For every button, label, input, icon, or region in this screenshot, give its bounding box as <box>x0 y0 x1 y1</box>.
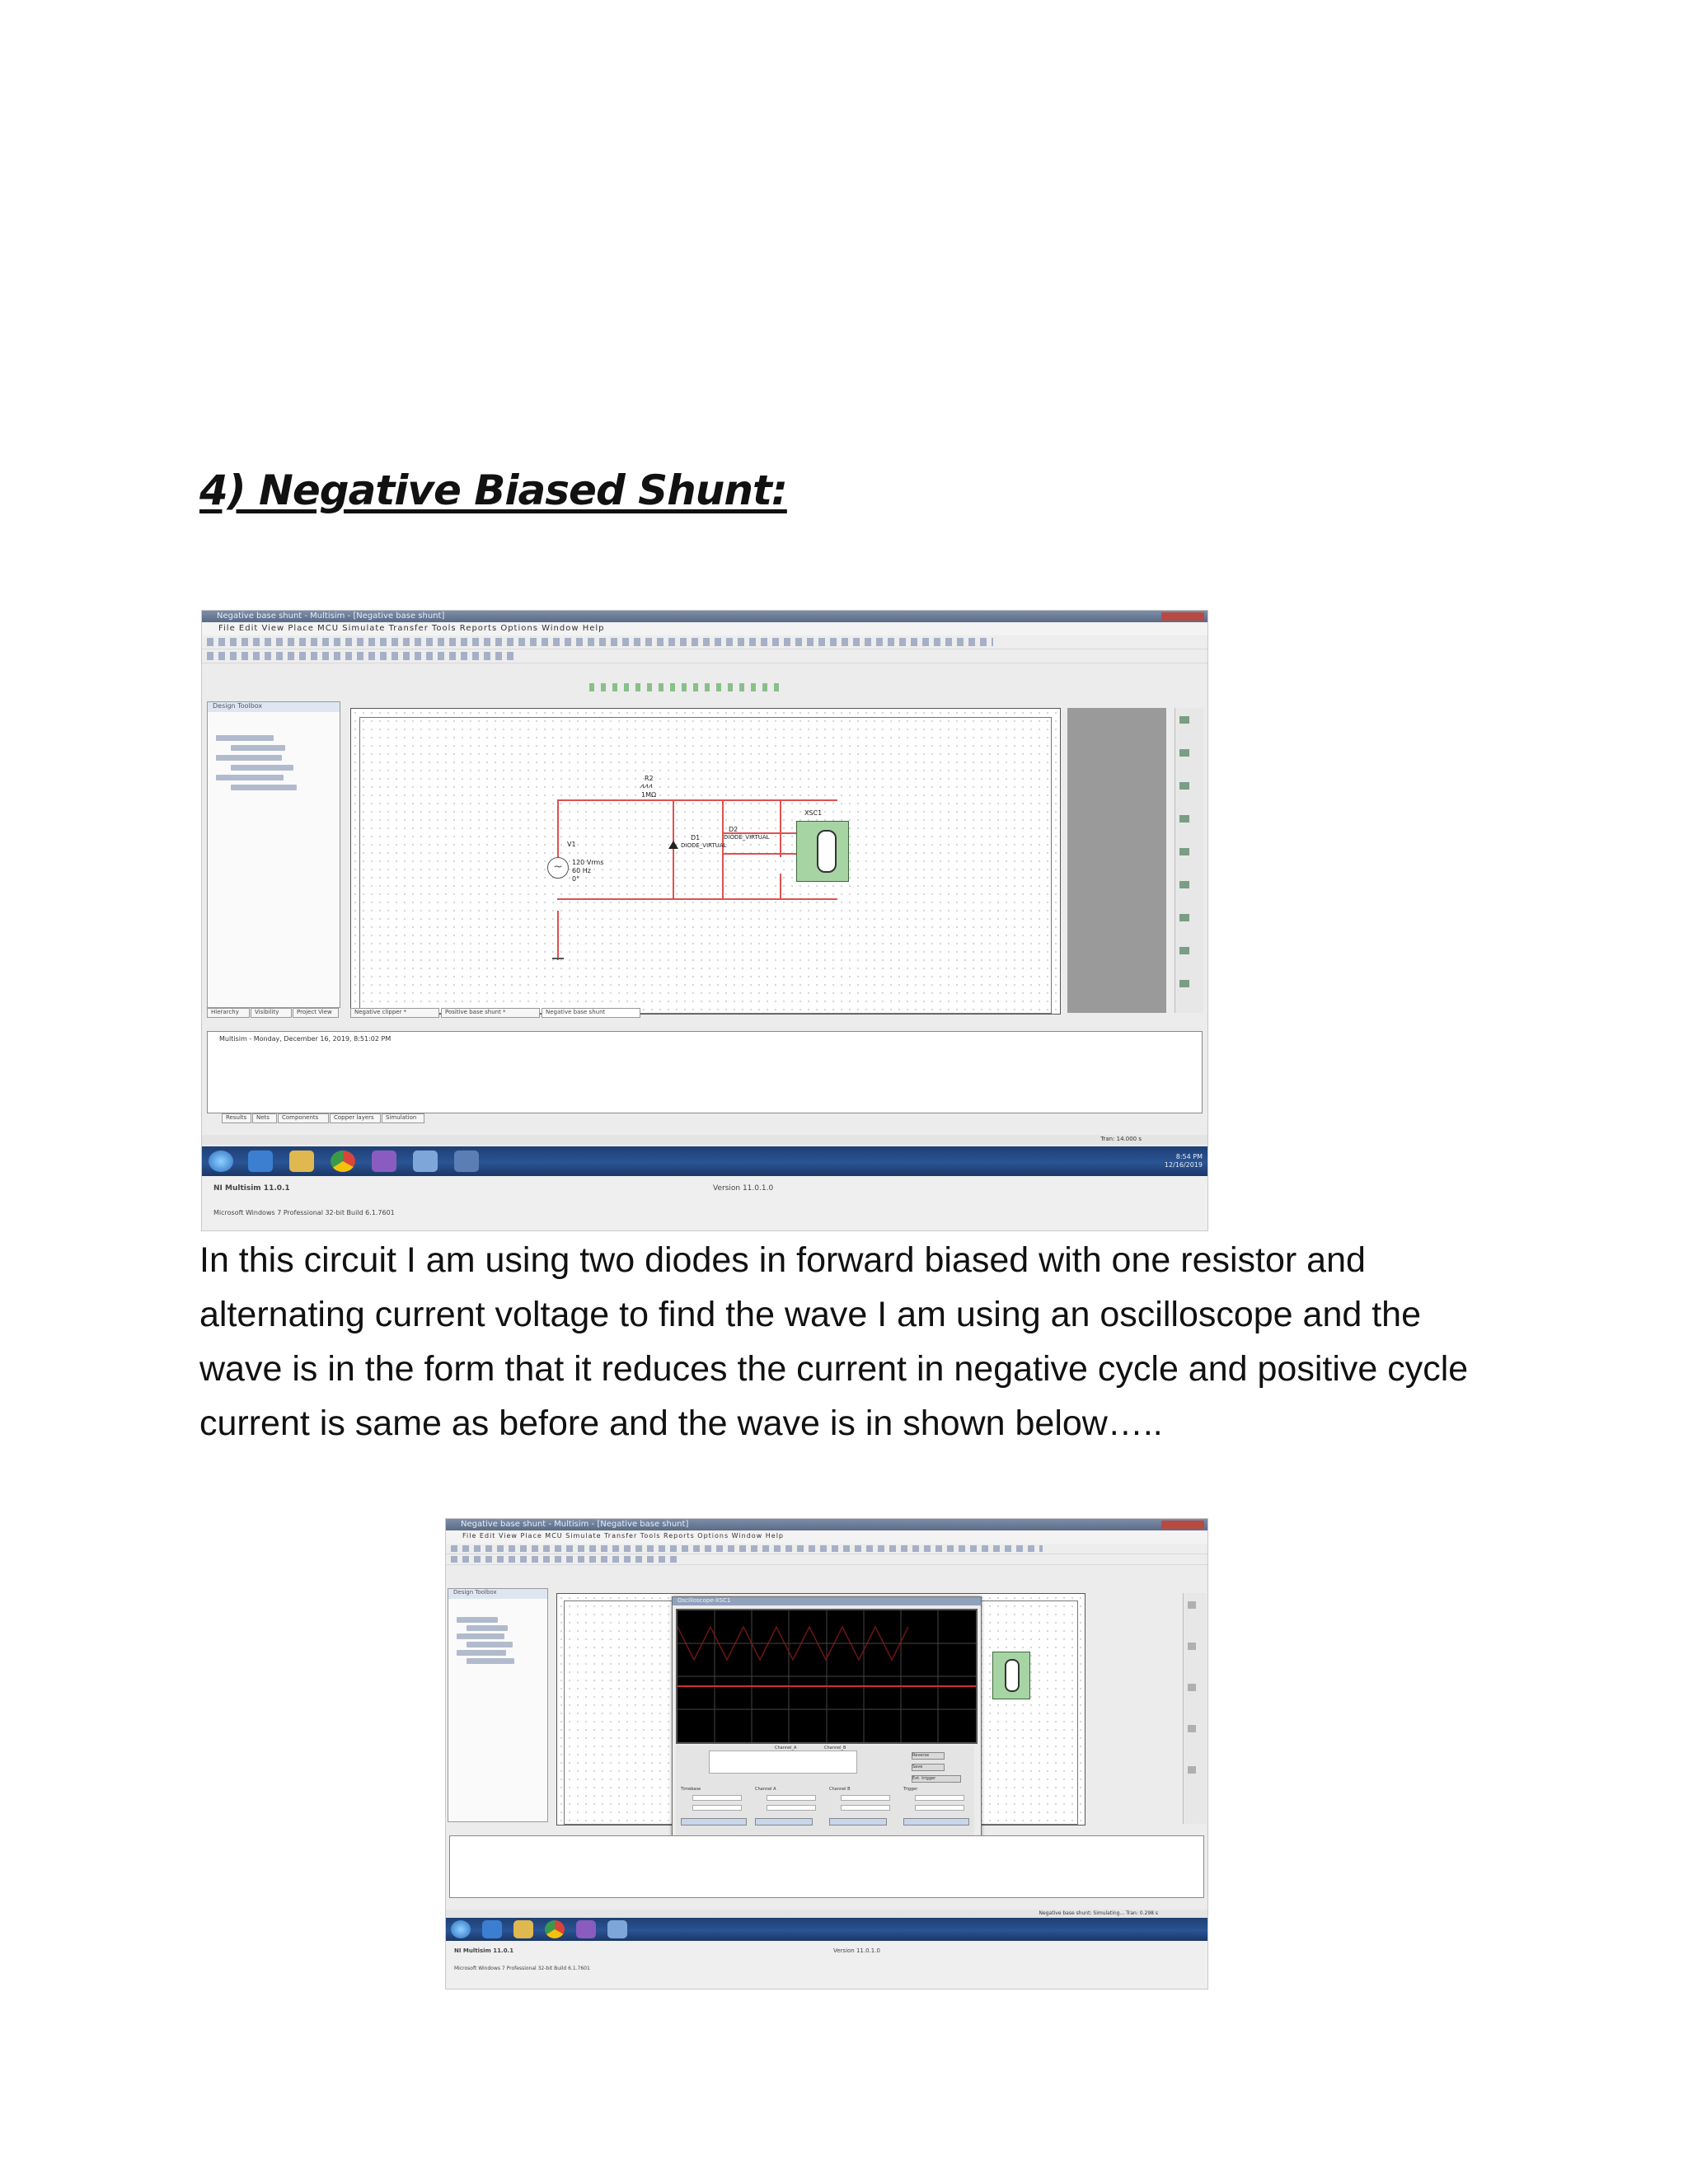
os-info: Microsoft Windows 7 Professional 32-bit Build 6.1.7601 <box>454 1966 590 1971</box>
channel-a-scale-field[interactable] <box>767 1795 816 1801</box>
oscilloscope-icon[interactable] <box>992 1652 1030 1699</box>
window-titlebar <box>446 1519 1207 1530</box>
instrument-icon[interactable] <box>1179 980 1189 987</box>
instrument-icon[interactable] <box>1179 848 1189 855</box>
channel-a-position-field[interactable] <box>767 1805 816 1811</box>
window-title: Negative base shunt - Multisim - [Negative base shunt] <box>461 1520 689 1529</box>
folder-icon[interactable] <box>289 1151 314 1172</box>
paragraph-line: wave is in the form that it reduces the current in negative cycle and positive cycle <box>199 1349 1469 1389</box>
log-message: Multisim - Monday, December 16, 2019, 8:51:02 PM <box>219 1035 392 1043</box>
about-footer <box>446 1941 1207 1989</box>
os-info: Microsoft Windows 7 Professional 32-bit Build 6.1.7601 <box>213 1209 395 1216</box>
instrument-icon[interactable] <box>1188 1601 1196 1609</box>
wire <box>673 799 674 898</box>
tree-item[interactable] <box>231 765 293 771</box>
window-controls[interactable] <box>1161 1521 1204 1529</box>
wire <box>557 911 559 960</box>
results-tabs[interactable] <box>222 1113 469 1124</box>
design-toolbox-header: Design Toolbox <box>448 1589 547 1599</box>
diode1-ref: D1 <box>691 834 701 841</box>
ac-source-icon[interactable]: ~ <box>547 857 569 879</box>
channel-b-settings-label: Channel B <box>829 1787 851 1792</box>
instrument-icon[interactable] <box>1179 947 1189 954</box>
instrument-icon[interactable] <box>1179 749 1189 757</box>
menu-bar[interactable] <box>202 622 1207 635</box>
instrument-icon[interactable] <box>1179 716 1189 724</box>
tree-item[interactable] <box>467 1625 508 1631</box>
resistor-symbol: ⩘⩘⩘ <box>640 782 653 790</box>
design-toolbox[interactable] <box>207 701 340 1008</box>
wire <box>557 898 837 900</box>
channel-b-position-field[interactable] <box>841 1805 890 1811</box>
channel-b-coupling-buttons[interactable] <box>829 1818 887 1825</box>
tray-date: 12/16/2019 <box>1164 1161 1203 1169</box>
window-title: Negative base shunt - Multisim - [Negative base shunt] <box>217 612 445 621</box>
app-taskbar-icon[interactable] <box>454 1151 479 1172</box>
resistor-value: 1MΩ <box>641 791 657 799</box>
trigger-label: Trigger <box>903 1787 918 1792</box>
instruments-toolbar[interactable] <box>1175 708 1203 1013</box>
media-player-icon[interactable] <box>482 1920 502 1938</box>
main-toolbar[interactable] <box>446 1544 1207 1554</box>
window-titlebar <box>202 611 1207 622</box>
chrome-icon[interactable] <box>545 1920 565 1938</box>
tab-visibility[interactable]: Visibility <box>251 1008 292 1018</box>
timebase-position-field[interactable] <box>692 1805 742 1811</box>
media-player-icon[interactable] <box>248 1151 273 1172</box>
tab-results[interactable]: Results <box>222 1113 251 1123</box>
status-bar <box>202 1135 1207 1145</box>
schematic-canvas[interactable] <box>350 708 1061 1015</box>
paragraph-line: alternating current voltage to find the wave I am using an oscilloscope and the <box>199 1295 1422 1334</box>
cursor-readout <box>709 1750 857 1774</box>
workspace-gray-area <box>1067 708 1166 1013</box>
status-text: Tran: 14.000 s <box>1100 1136 1142 1142</box>
chrome-icon[interactable] <box>331 1151 355 1172</box>
tree-item[interactable] <box>231 745 285 751</box>
trigger-mode-buttons[interactable] <box>903 1818 969 1825</box>
window-controls[interactable] <box>1161 612 1204 621</box>
folder-icon[interactable] <box>513 1920 533 1938</box>
channel-b-scale-field[interactable] <box>841 1795 890 1801</box>
tree-item[interactable] <box>216 755 282 761</box>
sidebar-tabs[interactable] <box>207 1008 339 1019</box>
system-tray-clock[interactable] <box>1165 1153 1203 1169</box>
tree-item[interactable] <box>457 1650 506 1656</box>
tab-project-view[interactable]: Project View <box>293 1008 339 1018</box>
tree-item[interactable] <box>216 735 274 741</box>
timebase-mode-buttons[interactable] <box>681 1818 747 1825</box>
tab-positive-base-shunt[interactable]: Positive base shunt * <box>441 1008 540 1018</box>
oscilloscope-controls[interactable] <box>676 1746 974 1838</box>
product-version: Version 11.0.1.0 <box>833 1947 880 1954</box>
tree-item[interactable] <box>231 785 297 790</box>
diode1-model: DIODE_VIRTUAL <box>681 842 727 849</box>
menu-bar[interactable] <box>446 1530 1207 1544</box>
source-voltage: 120 Vrms <box>572 859 604 866</box>
design-toolbox[interactable] <box>448 1588 548 1822</box>
tab-negative-base-shunt[interactable]: Negative base shunt <box>542 1008 640 1018</box>
main-toolbar[interactable] <box>202 635 1207 649</box>
wire <box>557 799 559 857</box>
start-button-icon[interactable] <box>451 1920 471 1938</box>
product-version: Version 11.0.1.0 <box>713 1184 774 1193</box>
timebase-label: Timebase <box>681 1787 701 1792</box>
source-phase: 0° <box>572 875 580 883</box>
spreadsheet-view[interactable] <box>207 1031 1203 1113</box>
instrument-icon[interactable] <box>1188 1766 1196 1774</box>
resistor-ref: R2 <box>645 775 654 782</box>
tab-simulation[interactable]: Simulation <box>382 1113 424 1123</box>
component-toolbar[interactable] <box>446 1554 1207 1565</box>
menu-items[interactable]: File Edit View Place MCU Simulate Transfer Tools Reports Options Window Help <box>462 1532 785 1540</box>
tree-item[interactable] <box>457 1617 498 1623</box>
instrument-icon[interactable] <box>1179 815 1189 823</box>
oscilloscope-waveform <box>678 1610 976 1742</box>
instrument-icon[interactable] <box>1188 1725 1196 1732</box>
component-toolbar[interactable] <box>202 649 1207 663</box>
tree-item[interactable] <box>216 775 284 780</box>
status-bar <box>446 1910 1207 1918</box>
tree-item[interactable] <box>467 1642 513 1647</box>
instrument-icon[interactable] <box>1188 1643 1196 1650</box>
source-frequency: 60 Hz <box>572 867 591 874</box>
visual-studio-icon[interactable] <box>576 1920 596 1938</box>
windows-taskbar <box>202 1146 1207 1176</box>
spreadsheet-view[interactable] <box>449 1835 1204 1898</box>
oscilloscope-title: Oscilloscope-XSC1 <box>673 1597 981 1605</box>
tab-negative-clipper[interactable]: Negative clipper * <box>350 1008 439 1018</box>
channel-a-label: Channel_A <box>775 1746 797 1750</box>
scope-ref: XSC1 <box>804 809 823 817</box>
body-paragraph <box>199 1233 1518 1451</box>
tab-nets[interactable]: Nets <box>252 1113 277 1123</box>
trigger-level-field[interactable] <box>915 1805 964 1811</box>
wire <box>780 799 781 857</box>
ext-trigger-button[interactable]: Ext. trigger <box>912 1775 961 1783</box>
product-name: NI Multisim 11.0.1 <box>213 1184 290 1193</box>
menu-items[interactable]: File Edit View Place MCU Simulate Transfer Tools Reports Options Window Help <box>218 624 605 633</box>
paragraph-line: current is same as before and the wave is in shown below….. <box>199 1404 1163 1443</box>
instrument-icon[interactable] <box>1179 914 1189 921</box>
channel-a-settings-label: Channel A <box>755 1787 776 1792</box>
trigger-edge-field[interactable] <box>915 1795 964 1801</box>
instrument-icon[interactable] <box>1188 1684 1196 1691</box>
design-toolbox-header: Design Toolbox <box>208 702 340 712</box>
ground-icon <box>552 958 564 964</box>
timebase-scale-field[interactable] <box>692 1795 742 1801</box>
instrument-icon[interactable] <box>1179 782 1189 790</box>
diode-icon[interactable] <box>668 841 678 849</box>
document-tabs[interactable] <box>350 1008 762 1019</box>
channel-a-coupling-buttons[interactable] <box>755 1818 813 1825</box>
start-button-icon[interactable] <box>209 1151 233 1172</box>
tab-hierarchy[interactable]: Hierarchy <box>207 1008 250 1018</box>
wire <box>724 853 798 855</box>
channel-b-label: Channel_B <box>824 1746 846 1750</box>
oscilloscope-window[interactable] <box>672 1596 982 1844</box>
tree-item[interactable] <box>467 1658 514 1664</box>
sheet-border <box>359 717 1052 1014</box>
tab-copper-layers[interactable]: Copper layers <box>330 1113 381 1123</box>
oscilloscope-icon[interactable] <box>796 821 849 882</box>
tree-item[interactable] <box>457 1633 504 1639</box>
tab-components[interactable]: Components <box>278 1113 329 1123</box>
status-text: Negative base shunt: Simulating... Tran: 0.298 s <box>1039 1910 1158 1916</box>
simulation-toolbar[interactable] <box>589 681 779 694</box>
reverse-button[interactable]: Reverse <box>912 1752 945 1760</box>
diode2-ref: D2 <box>729 826 738 833</box>
multisim-screenshot-oscilloscope <box>445 1518 1208 1990</box>
source-ref: V1 <box>567 841 576 848</box>
multisim-taskbar-icon[interactable] <box>607 1920 627 1938</box>
about-footer <box>202 1176 1207 1230</box>
page-title: 4) Negative Biased Shunt: <box>199 466 787 514</box>
multisim-screenshot-circuit <box>201 610 1208 1231</box>
tray-time: 8:54 PM <box>1175 1153 1203 1160</box>
oscilloscope-screen <box>676 1609 978 1744</box>
visual-studio-icon[interactable] <box>372 1151 396 1172</box>
instrument-icon[interactable] <box>1179 881 1189 888</box>
paragraph-line: In this circuit I am using two diodes in forward biased with one resistor and <box>199 1240 1366 1280</box>
product-name: NI Multisim 11.0.1 <box>454 1947 514 1954</box>
wire <box>780 874 781 898</box>
multisim-taskbar-icon[interactable] <box>413 1151 438 1172</box>
diode2-model: DIODE_VIRTUAL <box>724 834 770 841</box>
wire <box>557 799 837 801</box>
save-button[interactable]: Save <box>912 1764 945 1771</box>
instruments-toolbar[interactable] <box>1183 1593 1207 1824</box>
windows-taskbar <box>446 1918 1207 1941</box>
